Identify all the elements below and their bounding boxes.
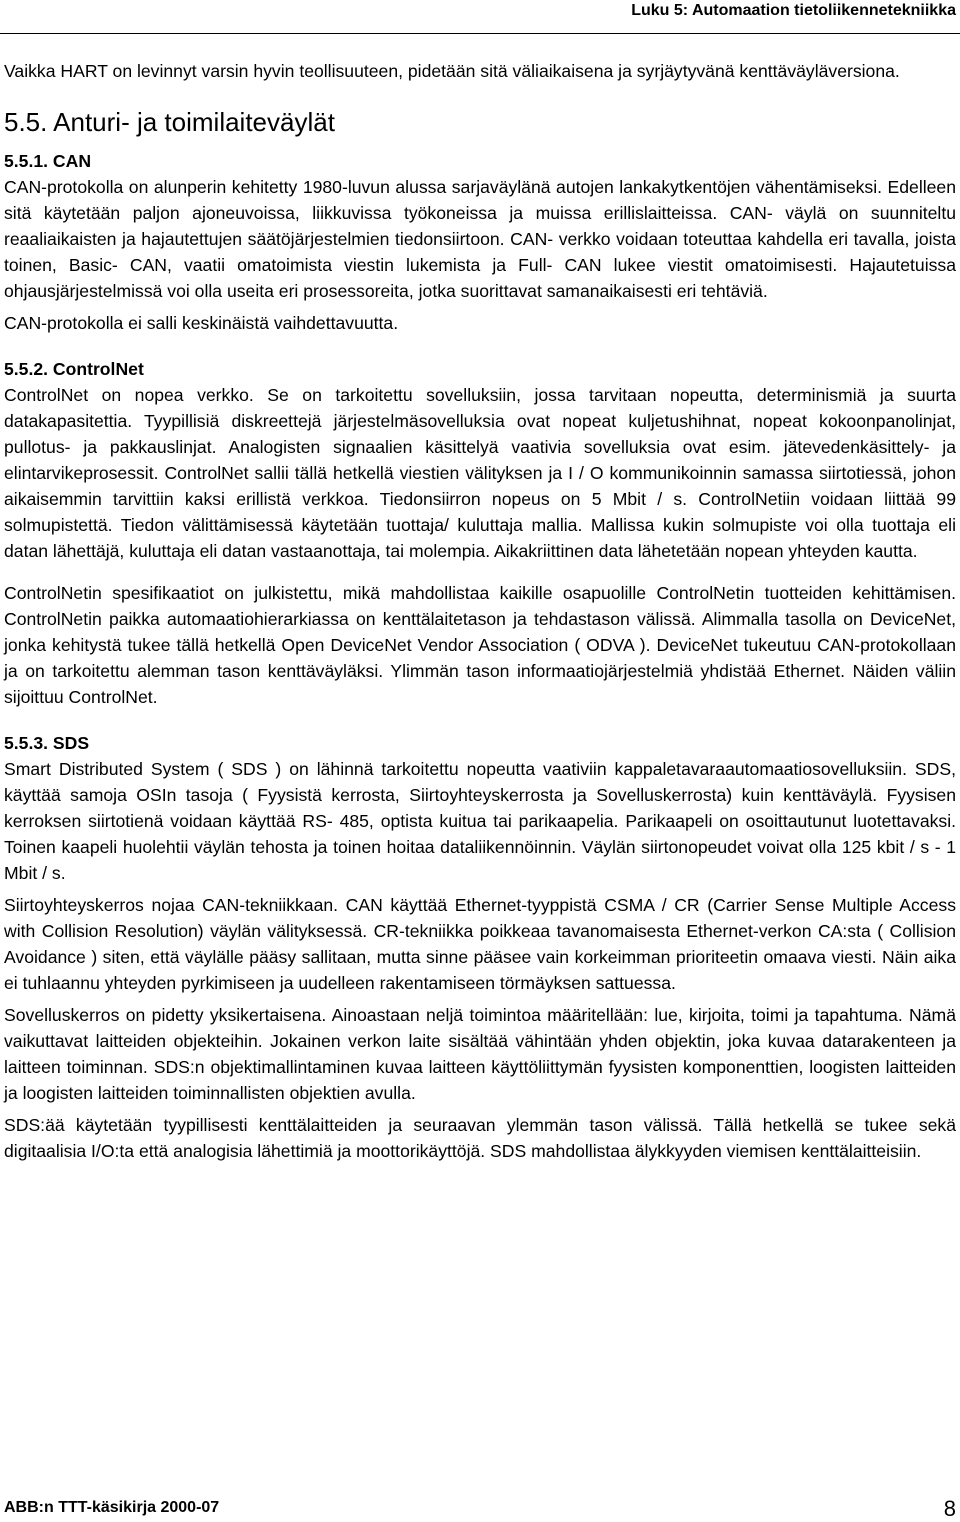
page-number: 8 [943,1496,956,1521]
subsection-heading-sds: 5.5.3. SDS [4,733,90,753]
sds-paragraph: Siirtoyhteyskerros nojaa CAN-tekniikkaan. CAN käyttää Ethernet-tyyppistä CSMA / CR (Carrier Sense Multiple Access with Collision Resolution) väylän välityksessä. CR-tekniikka poikkeaa tavanomaisesta Ethernet-verkon CA:sta ( Collision Avoidance ) siten, että väylälle pääsy sallitaan, mutta sinne pääsee vain korkeimman prioriteetin omaava viesti. Näin aika ei tuhlaannu yhteyden pyrkimiseen ja uudelleen rakentamiseen törmäyksen sattuessa. [4,895,956,993]
intro-paragraph: Vaikka HART on levinnyt varsin hyvin teollisuuteen, pidetään sitä väliaikaisena ja syrjäytyvänä kenttäväyläversiona. [4,61,900,81]
subsection-controlnet [4,356,956,710]
can-paragraph: CAN-protokolla ei salli keskinäistä vaihdettavuutta. [4,313,399,333]
subsection-heading-can: 5.5.1. CAN [4,151,92,171]
subsection-heading-controlnet: 5.5.2. ControlNet [4,359,144,379]
sds-paragraph: Smart Distributed System ( SDS ) on lähinnä tarkoitettu nopeutta vaativiin kappaletavaraautomaatiosovelluksiin. SDS, käyttää samoja OSIn tasoja ( Fyysistä kerrosta, Siirtoyhteyskerrosta ja Sovelluskerrosta) kuin kenttäväylä. Fyysisen kerroksen siirtotienä voidaan käyttää RS- 485, optista kuitua tai parikaapelia. Parikaapeli on osoittautunut luotettavaksi. Toinen kaapeli huolehtii väylän tehosta ja toinen hoitaa dataliikennöinnin. Väylän siirtonopeudet voivat olla 125 kbit / s - 1 Mbit / s. [4,759,956,883]
controlnet-paragraph: ControlNet on nopea verkko. Se on tarkoitettu sovelluksiin, jossa tarvitaan nopeutta, determinismiä ja suurta datakapasitettia. Tyypillisiä diskreettejä järjestelmäsovelluksia ovat nopeat kuljetushihnat, nopeat kokoonpanolinjat, pullotus- ja pakkauslinjat. Analogisten signaalien käsittelyä vaativia sovelluksia ovat esim. jätevedenkäsittely- ja elintarvikeprosessit. ControlNet sallii tällä hetkellä viestien välityksen ja I / O kommunikoinnin samassa siirtotiessä, johon aikaisemmin tarvittiin kaksi erillistä verkkoa. Tiedonsiirron nopeus on 5 Mbit / s. ControlNetiin voidaan liittää 99 solmupistettä. Tiedon välittämisessä käytetään tuottaja/ kuluttaja mallia. Mallissa kukin solmupiste voi olla tuottaja eli datan lähettäjä, kuluttaja eli datan vastaanottaja, tai molempia. Aikakriittinen data lähetetään nopean yhteyden kautta. [4,385,956,561]
can-paragraph: CAN-protokolla on alunperin kehitetty 1980-luvun alussa sarjaväylänä autojen lankakytkentöjen vähentämiseksi. Edelleen sitä käytetään paljon ajoneuvoissa, liikkuvissa työkoneissa ja muissa erillislaitteissa. CAN- väylä on suunniteltu reaaliaikaisten ja hajautettujen säätöjärjestelmien tiedonsiirtoon. CAN- verkko voidaan toteuttaa kahdella eri tavalla, joista toinen, Basic- CAN, vaatii omatoimista viestin lukemista ja Full- CAN lukee viestit omatoimisesti. Hajautetuissa ohjausjärjestelmissä voi olla useita eri prosessoreita, jotka suorittavat samanaikaisesti eri tehtäviä. [4,177,956,301]
header-divider [0,33,960,34]
sds-paragraph: SDS:ää käytetään tyypillisesti kenttälaitteiden ja seuraavan ylemmän tason välissä. Tällä hetkellä se tukee sekä digitaalisia I/O:ta että analogisia lähettimiä ja moottorikäyttöjä. SDS mahdollistaa älykkyyden viemisen kenttälaitteisiin. [4,1115,956,1161]
page-content [4,58,956,1164]
subsection-can [4,148,956,336]
subsection-sds [4,730,956,1164]
section-heading: 5.5. Anturi- ja toimilaiteväylät [4,107,335,137]
controlnet-paragraph: ControlNetin spesifikaatiot on julkistettu, mikä mahdollistaa kaikille osapuolille ControlNetin tuotteiden kehittämisen. ControlNetin paikka automaatiohierarkiassa on kenttälaitetason ja tehdastason välissä. Alimmalla tasolla on DeviceNet, jonka kehitystä tukee tällä hetkellä Open DeviceNet Vendor Association ( ODVA ). DeviceNet tukeutuu CAN-protokollaan ja on tarkoitettu alemman tason kenttäväyläksi. Ylimmän tason informaatiojärjestelmiä yhdistää Ethernet. Näiden väliin sijoittuu ControlNet. [4,583,956,707]
sds-paragraph: Sovelluskerros on pidetty yksikertaisena. Ainoastaan neljä toimintoa määritellään: lue, kirjoita, toimi ja tapahtuma. Nämä vaikuttavat laitteiden objekteihin. Jokainen verkon laite sisältää vähintään yhden objektin, joka kuvaa datarakenteen ja laitteen toiminnan. SDS:n objektimallintaminen kuvaa laitteen käyttöliittymän fyysisten komponenttien, loogisten laitteiden ja loogisten laitteiden toiminnallisten objektien avulla. [4,1005,956,1103]
footer-source: ABB:n TTT-käsikirja 2000-07 [4,1499,220,1516]
chapter-header: Luku 5: Automaation tietoliikennetekniikka [631,2,956,19]
